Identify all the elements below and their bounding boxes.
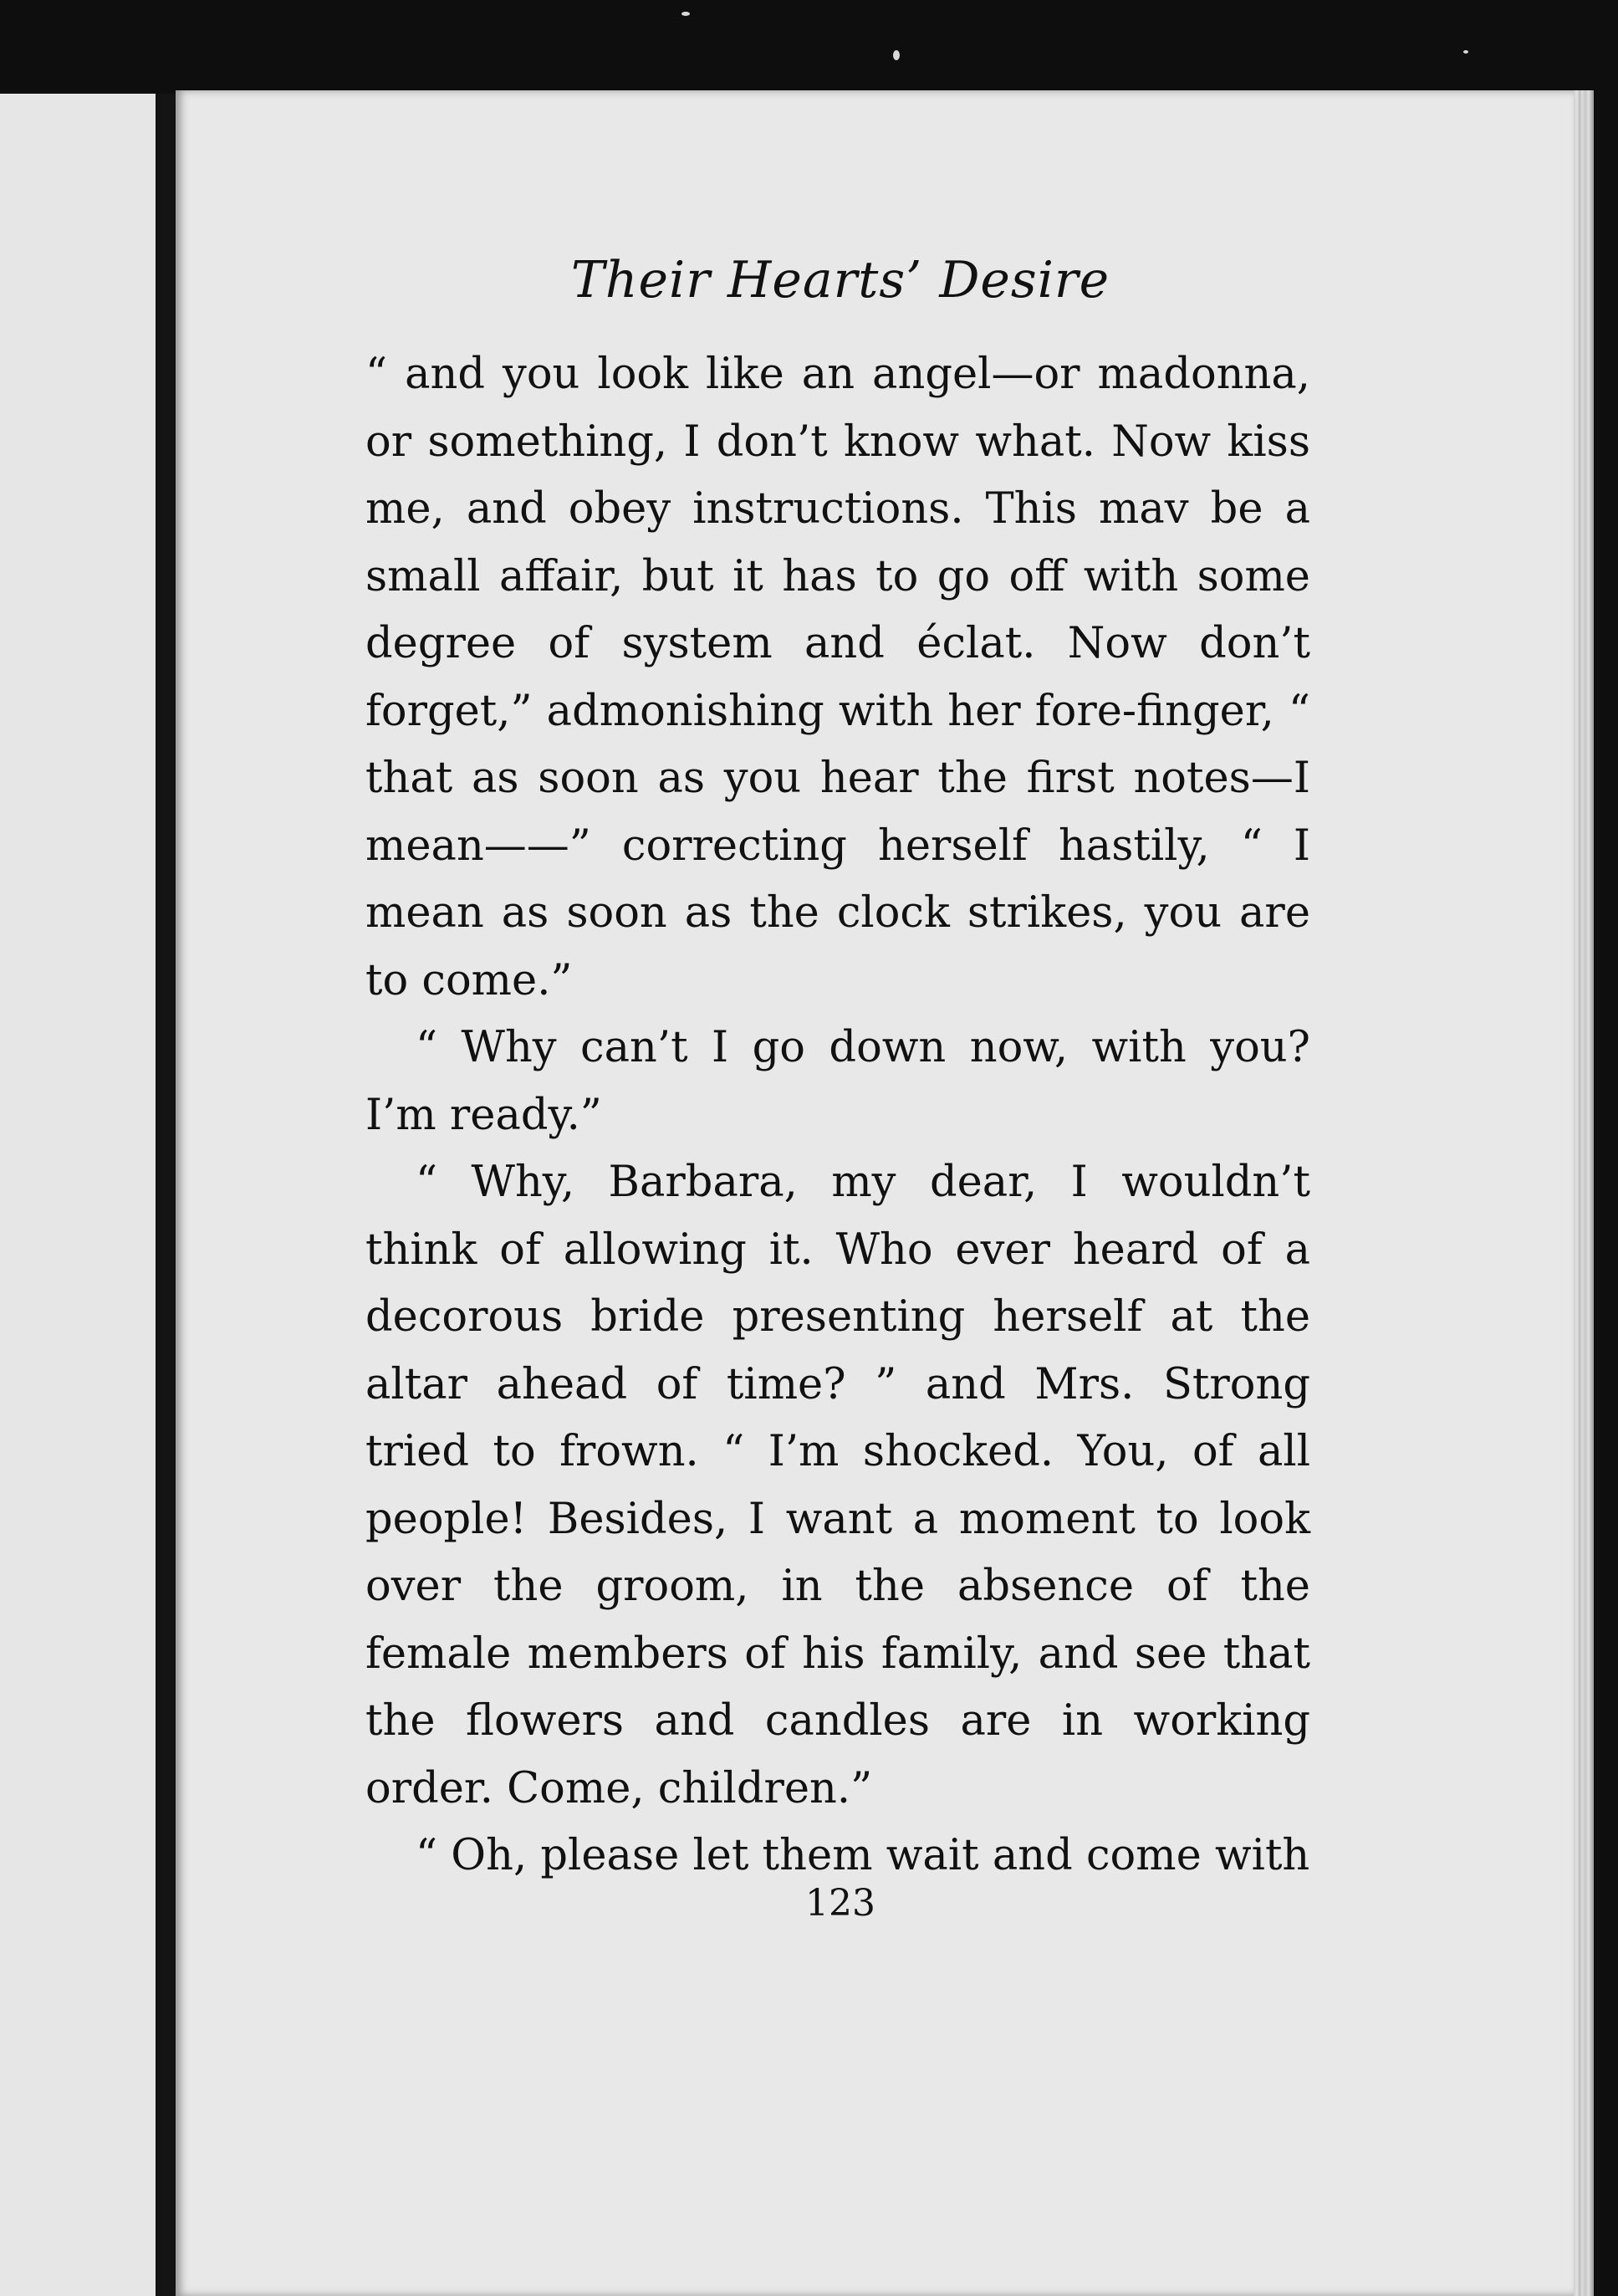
paragraph: “ Why, Barbara, my dear, I wouldn’t think of allowing it. Who ever heard of a decorous bride presenting herself at the altar ahead of time? ” and Mrs. Strong tried to frown. “ I’m shocked. You, of all people! Besides, I want a moment to look over the groom, in the absence of the female members of his family, and see that the flowers and candles are in working order. Come, children.” — [365, 1158, 1310, 1813]
dust-speck — [681, 12, 690, 16]
body-text — [365, 341, 1310, 1890]
book-gutter — [156, 94, 177, 2296]
paragraph: “ and you look like an angel—or madonna, or something, I don’t know what. Now kiss me, and obey instructions. This mav be a small affair, but it has to go off with some degree of system and éclat. Now don’t forget,” admonishing with her fore-finger, “ that as soon as you hear the first notes—I mean——” correcting herself hastily, “ I mean as soon as the clock strikes, you are to come.” — [365, 350, 1310, 1005]
dust-speck — [893, 50, 900, 60]
paragraph: “ Why can’t I go down now, with you? I’m ready.” — [365, 1023, 1310, 1140]
dust-speck — [1463, 50, 1468, 54]
paragraph: “ Oh, please let them wait and come with — [416, 1831, 1310, 1880]
facing-page-edge — [0, 94, 157, 2296]
page-edges — [1574, 90, 1594, 2296]
page-number: 123 — [805, 1882, 875, 1925]
running-head: Their Hearts’ Desire — [570, 251, 1110, 309]
